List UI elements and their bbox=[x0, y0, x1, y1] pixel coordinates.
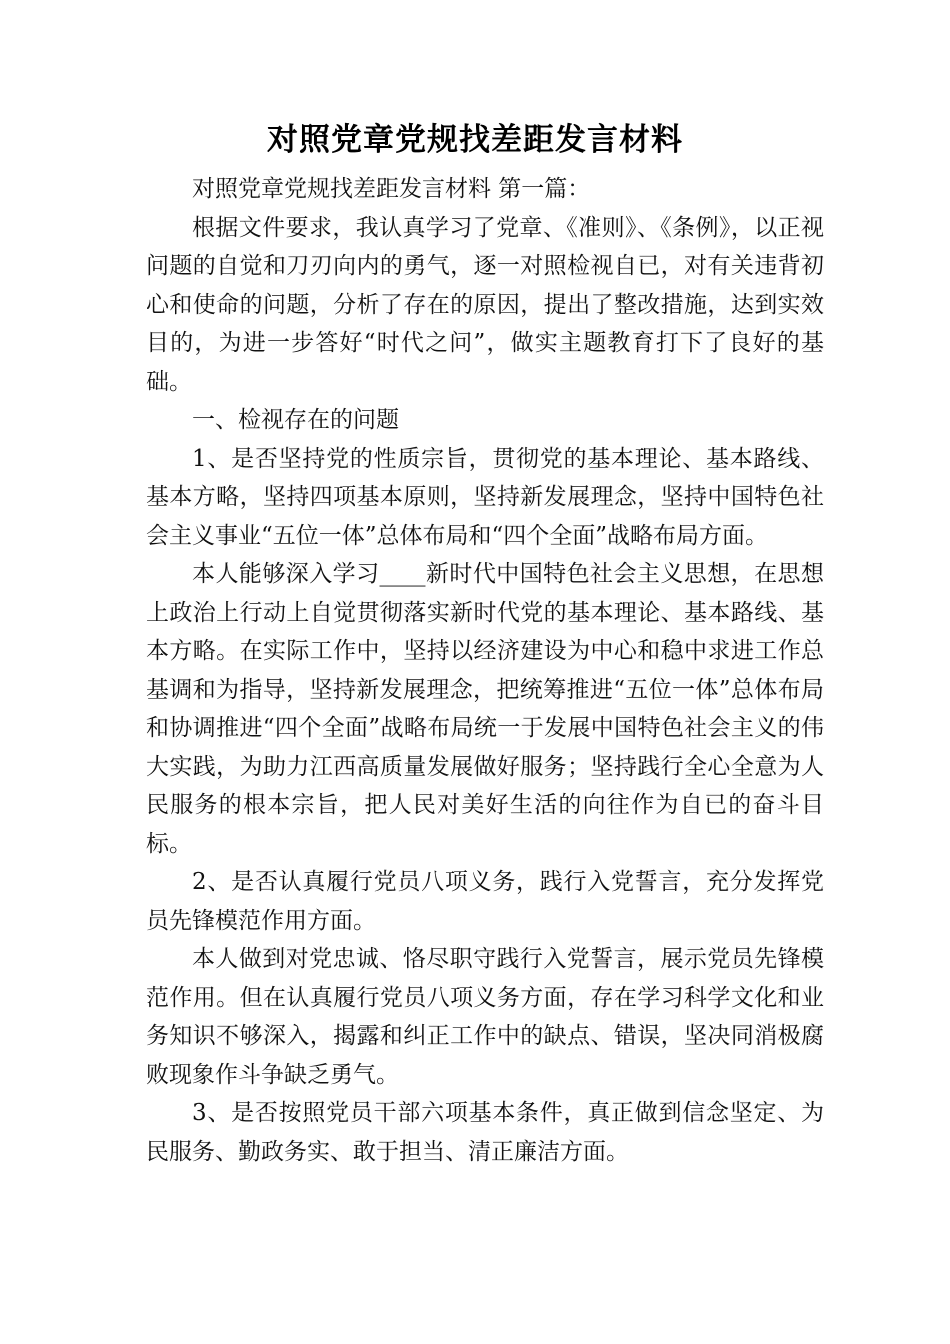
paragraph-item-2-response: 本人做到对党忠诚、恪尽职守践行入党誓言，展示党员先锋模范作用。但在认真履行党员八项义务方面，存在学习科学文化和业务知识不够深入，揭露和纠正工作中的缺点、错误，坚决同消极腐败现象作斗争缺乏勇气。 bbox=[146, 946, 824, 1088]
paragraph-item-1: 1、是否坚持党的性质宗旨，贯彻党的基本理论、基本路线、基本方略，坚持四项基本原则，坚持新发展理念，坚持中国特色社会主义事业“五位一体”总体布局和“四个全面”战略布局方面。 bbox=[146, 445, 824, 549]
document-title: 对照党章党规找差距发言材料 bbox=[267, 122, 683, 158]
paragraph-item-1-response: 本人能够深入学习____新时代中国特色社会主义思想，在思想上政治上行动上自觉贯彻落实新时代党的基本理论、基本路线、基本方略。在实际工作中，坚持以经济建设为中心和稳中求进工作总基调和为指导，坚持新发展理念，把统筹推进“五位一体”总体布局和协调推进“四个全面”战略布局统一于发展中国特色社会主义的伟大实践，为助力江西高质量发展做好服务；坚持践行全心全意为人民服务的根本宗旨，把人民对美好生活的向往作为自已的奋斗目标。 bbox=[146, 561, 824, 857]
paragraph-intro: 根据文件要求，我认真学习了党章、《准则》、《条例》，以正视问题的自觉和刀刃向内的勇气，逐一对照检视自已，对有关违背初心和使命的问题，分析了存在的原因，提出了整改措施，达到实效目的，为进一步答好“时代之问”，做实主题教育打下了良好的基础。 bbox=[146, 214, 824, 395]
paragraph-item-2: 2、是否认真履行党员八项义务，践行入党誓言，充分发挥党员先锋模范作用方面。 bbox=[146, 869, 824, 934]
paragraph-subtitle: 对照党章党规找差距发言材料 第一篇： bbox=[192, 176, 591, 202]
paragraph-item-3: 3、是否按照党员干部六项基本条件，真正做到信念坚定、为民服务、勤政务实、敢于担当、清正廉洁方面。 bbox=[146, 1100, 824, 1165]
document-body bbox=[146, 170, 824, 1171]
section-heading-problems: 一、检视存在的问题 bbox=[192, 407, 399, 433]
